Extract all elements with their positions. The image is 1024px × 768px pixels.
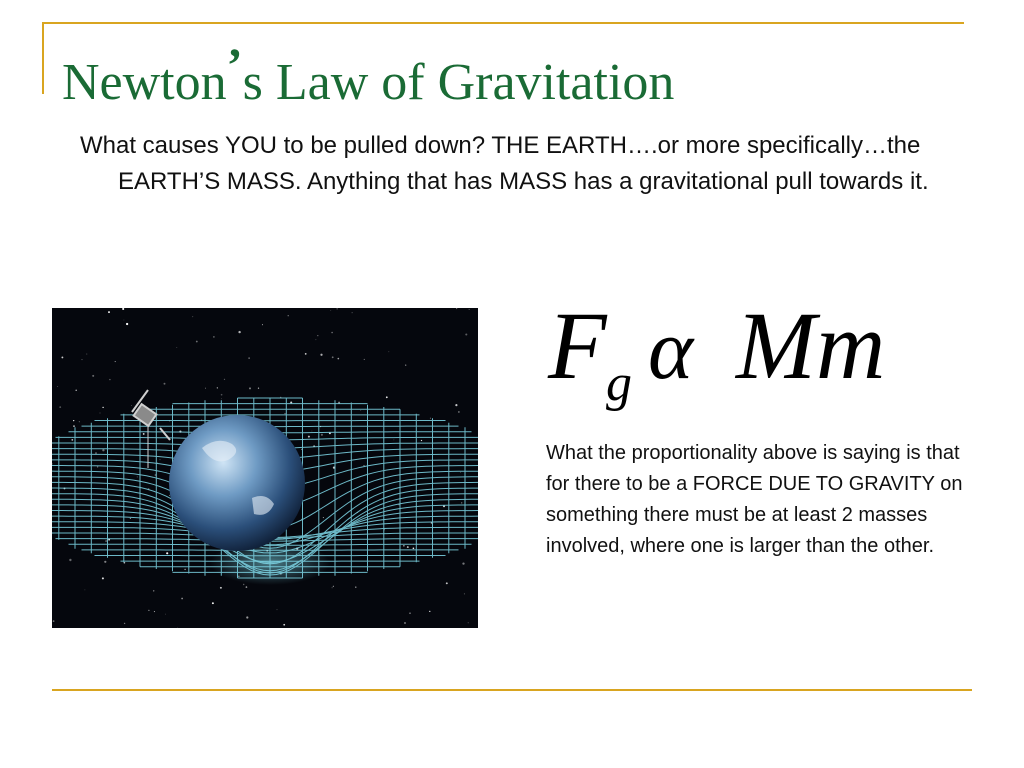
star (157, 462, 158, 463)
earth-spacetime-image (52, 308, 478, 628)
star (333, 586, 334, 587)
star (243, 584, 244, 585)
star (430, 418, 431, 419)
star (338, 358, 340, 360)
star (192, 316, 193, 317)
star (337, 308, 338, 309)
star (164, 383, 166, 385)
left-rule (42, 22, 44, 94)
star (82, 359, 83, 360)
top-rule (42, 22, 964, 24)
star (246, 616, 248, 618)
formula-masses: Mm (736, 292, 886, 399)
star (458, 411, 459, 412)
star (130, 518, 131, 519)
slide-title (62, 39, 675, 111)
star (97, 466, 98, 467)
star (165, 614, 166, 615)
formula-subscript: g (606, 355, 632, 412)
star (108, 311, 110, 313)
star (160, 459, 161, 460)
star (73, 425, 74, 426)
star (153, 590, 154, 591)
star (126, 323, 128, 325)
star (404, 622, 406, 624)
star (221, 394, 223, 396)
star (176, 347, 177, 348)
star (52, 463, 53, 464)
star (283, 624, 285, 626)
star (115, 361, 116, 362)
star (407, 546, 409, 548)
star (148, 610, 149, 611)
star (102, 577, 104, 579)
star (431, 522, 432, 523)
star (288, 315, 289, 316)
star (105, 540, 107, 542)
earth-spacetime-grid-icon (52, 308, 478, 628)
title-apostrophe: ’ (226, 39, 243, 92)
star (388, 351, 389, 352)
star (332, 587, 333, 588)
star (317, 335, 318, 336)
star (61, 356, 63, 358)
star (184, 569, 185, 570)
star (92, 375, 94, 377)
star (221, 399, 222, 400)
star (305, 353, 307, 355)
star (262, 324, 263, 325)
star (79, 421, 80, 422)
star (301, 449, 302, 450)
star (73, 420, 74, 421)
star (69, 559, 71, 561)
explanation-text: What the proportionality above is saying is that for there to be a FORCE DUE TO GRAVITY on something there must be at least 2 masses involved, where one is larger than the other. (546, 442, 963, 557)
star (100, 413, 101, 414)
star (246, 586, 248, 588)
star (360, 410, 361, 411)
star (205, 388, 206, 389)
star (71, 439, 73, 441)
star (181, 598, 183, 600)
star (409, 613, 410, 614)
star (332, 356, 334, 358)
star (469, 309, 470, 310)
star (394, 440, 395, 441)
formula-proportional-symbol: α (648, 301, 694, 397)
star (224, 379, 225, 380)
earth-globe (169, 415, 305, 551)
star (258, 388, 259, 389)
star (456, 308, 457, 309)
star (413, 547, 415, 549)
star (177, 627, 178, 628)
star (122, 308, 124, 310)
star (285, 413, 286, 414)
star (455, 404, 457, 406)
star (320, 354, 322, 356)
star (75, 389, 77, 391)
star (124, 623, 125, 624)
gravity-proportionality-formula (548, 292, 948, 428)
star (57, 386, 58, 387)
star (124, 320, 125, 321)
star (331, 332, 333, 334)
star (102, 449, 104, 451)
star (460, 472, 461, 473)
star (53, 620, 55, 622)
star (355, 586, 356, 587)
star (464, 593, 465, 594)
bottom-rule (52, 689, 972, 691)
star (312, 431, 313, 432)
star (323, 517, 324, 518)
star (405, 364, 406, 365)
star (104, 561, 106, 563)
star (352, 312, 353, 313)
star (166, 552, 168, 554)
star (330, 310, 331, 311)
star (102, 407, 103, 408)
star (86, 354, 87, 355)
star (248, 357, 249, 358)
star (321, 434, 323, 436)
star (277, 609, 278, 610)
star (386, 396, 388, 398)
star (461, 502, 462, 503)
star (131, 405, 132, 406)
star (212, 602, 214, 604)
star (85, 590, 86, 591)
star (249, 387, 251, 389)
star (364, 359, 365, 360)
star (238, 331, 240, 333)
title-part-2: s Law of Gravitation (242, 54, 675, 111)
star (154, 611, 155, 612)
star (217, 387, 218, 388)
star (220, 587, 222, 589)
star (465, 333, 467, 335)
star (462, 562, 464, 564)
formula-force: F (548, 292, 607, 399)
star (95, 452, 97, 454)
star (421, 440, 422, 441)
body-text: What causes YOU to be pulled down? THE EARTH….or more specifically…the EARTH’S MASS. Anything that has MASS has a gravitational pull towards it. (80, 132, 929, 195)
star (446, 582, 448, 584)
star (169, 495, 170, 496)
star (468, 622, 469, 623)
star (143, 433, 145, 435)
star (137, 476, 138, 477)
star (196, 341, 198, 343)
star (213, 336, 215, 338)
title-part-1: Newton (62, 54, 227, 111)
star (403, 545, 405, 547)
star (109, 379, 110, 380)
star (59, 406, 61, 408)
star (308, 436, 310, 438)
star (316, 339, 317, 340)
star (363, 465, 364, 466)
star (429, 611, 430, 612)
